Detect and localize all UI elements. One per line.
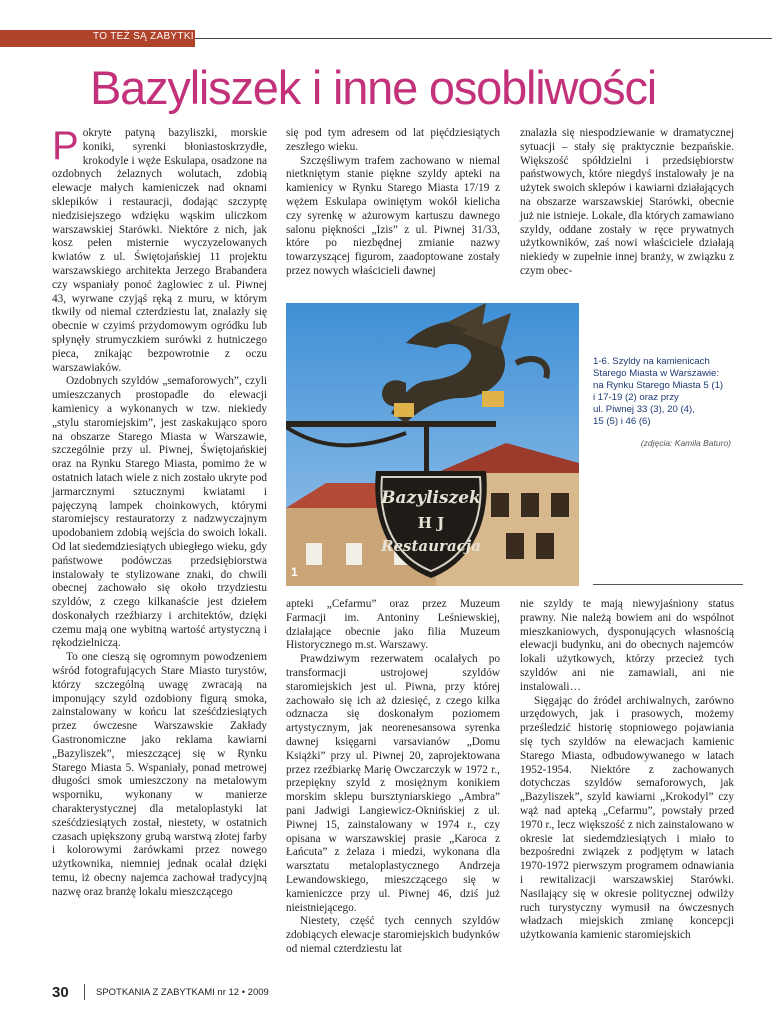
caption-line: i 17-19 (2) oraz przy	[593, 392, 679, 403]
paragraph: Prawdziwym rezerwatem ocalałych po transformacji ustrojowej szyldów staromiejskich jest ul. Piwna, przy której zachowało się ich aż dziesięć, z czego kilka odznacza się doskonałym poziomem artystycznym, jak neorenesansowa syrenka dawnej księgarni varsavianów „Domu Książki” przy ul. Piwnej 20, zaprojektowana przez rzeźbiarkę Marię Owczarczyk w 1972 r., przepiękny szyld z mosiężnym konikiem morskim sklepu bursztyniarskiego „Ambra” pani Jadwigi Langiewicz-Oknińskiej z ul. Piwnej 15, zainstalowany w 1974 r., czy opisana w warszawskiej prasie „Karoca z Łańcuta” z żelaza i miedzi, wykonana dla warsztatu metaloplastycznego Andrzeja Lewandowskiego, mieszczącego się w kamieniczce przy ul. Piwnej 46, dziś już nieistniejącego.	[286, 653, 500, 914]
section-label: TO TEŻ SĄ ZABYTKI	[93, 31, 194, 42]
column-1	[52, 124, 267, 900]
paragraph: Niestety, część tych cennych szyldów zdobiących elewacje staromiejskich budynków od niemal czterdziestu lat	[286, 915, 500, 955]
paragraph: znalazła się niespodziewanie w dramatycznej sytuacji – stały się praktycznie bezpańskie. Większość spółdzielni i przedsiębiorstw państwowych, które niegdyś instalowały je na użytek swoich sklepów i kawiarni działających na obszarze warszawskiej Starówki, obecnie już nie istnieje. Lokale, dla których zamawiano szyldy, oddane zostały w ręce prywatnych użytkowników, zaś nowi właściciele działają niekiedy w zupełnie innej branży, w związku z czym obec-	[520, 127, 734, 277]
paragraph: Pokryte patyną bazyliszki, morskie koniki, syrenki błoniastoskrzydłe, krokodyle i węże Eskulapa, osadzone na ozdobnych żelaznych wolutach, zdobią elewacje małych kamieniczek nad oknami sklepików i restauracji, dodając szczyptę niedzisiejszego wdzięku wąskim uliczkom warszawskiej Starówki. Niektóre z nich, jak kosz pełen misternie wyczyzelowanych kwiatów z ul. Świętojańskiej 11 projektu warszawskiego architekta Jerzego Brabandera czy wspaniały ponoć żaglowiec z ul. Piwnej 43, wyrwane czyjąś ręką z muru, w którym tkwiły od niemal czterdziestu lat, znalazły się obecnie w czyimś przydomowym ogródku lub spłynęły strumyczkiem surówki z hutniczego pieca, znikając bezpowrotnie z oczu warszawiaków.	[52, 124, 267, 374]
paragraph: Sięgając do źródeł archiwalnych, zarówno urzędowych, jak i prasowych, możemy prześledzić historię stopniowego pojawiania się tych szyldów na elewacjach kamienic Starego Miasta, odbudowywanego w latach 1952-1954. Niektóre z zachowanych dotychczas szyldów semaforowych, jak „Bazyliszek”, szyld kawiarni „Krokodyl” czy wąż nad apteką „Cefarmu”, powstały przed 1970 r., lecz większość z nich zainstalowano w okresie lat siedemdziesiątych i miało to bezpośredni związek z podjętym w latach 1970-1972 pierwszym programem odnawiania i rewitalizacji warszawskiej Starówki. Nasilający się w okresie politycznej odwilży ruch turystyczny wymusił na ówczesnych władzach miejskich zmianę koncepcji użytkowania kamienic staromiejskich	[520, 694, 734, 942]
column-3-top	[520, 127, 734, 279]
sign-text-line3: Restauracja	[381, 537, 481, 555]
paragraph: apteki „Cefarmu” oraz przez Muzeum Farmacji im. Antoniny Leśniewskiej, działające obecnie jako filia Muzeum Historycznego m.st. Warszawy.	[286, 598, 500, 652]
page-number: 30	[52, 984, 69, 1001]
sign-text-line2: H J	[417, 514, 445, 532]
column-3-bottom	[520, 598, 734, 943]
column-2-top	[286, 127, 500, 279]
section-rule	[195, 38, 772, 39]
photo-number: 1	[291, 565, 298, 579]
caption-line: na Rynku Starego Miasta 5 (1)	[593, 380, 724, 391]
photo-credit: (zdjęcia: Kamila Baturo)	[640, 438, 731, 448]
photo-bazyliszek-sign	[286, 303, 579, 586]
caption-line: Starego Miasta w Warszawie:	[593, 368, 720, 379]
drop-cap: P	[52, 124, 79, 168]
paragraph: nie szyldy te mają niewyjaśniony status prawny. Nie należą bowiem ani do wspólnot mieszkaniowych, dysponujących własnością elewacji budynku, ani do obecnych najemców lokali użytkowych, którzy przecież tych szyldów ani nie zamawiali, ani nie instalowali…	[520, 598, 734, 693]
article-title: Bazyliszek i inne osobliwości	[90, 61, 657, 114]
caption-rule	[593, 584, 743, 585]
paragraph: się pod tym adresem od lat pięćdziesiątych zeszłego wieku.	[286, 127, 500, 153]
paragraph: Ozdobnych szyldów „semaforowych”, czyli umieszczanych prostopadle do elewacji kamienicy a wykonanych w tzw. niekiedy „stylu staromiejskim”, jest zaskakująco sporo na obszarze Starego Miasta w Warszawie, szczególnie przy ul. Piwnej, Świętojańskiej oraz na Rynku Starego Miasta, pomimo że w ostatnich latach wiele z nich zostało ukryte pod jarmarcznymi sztucznymi kwiatami i pajęczyną lampek choinkowych, którymi staromiejscy restauratorzy z nadzwyczajnym upodobaniem zdobią wejścia do swoich lokali. Od lat siedemdziesiątych ubiegłego wieku, gdy państwowe podówczas przedsiębiorstwa instalowały te stylizowane znaki, do chwili obecnej zachowało się około trzydziestu szyldów, z czego kilkanaście jest dziełem doskonałych rzeźbiarzy i architektów, dzięki czemu mają one wybitną wartość artystyczną i rękodzielniczą.	[52, 375, 267, 650]
caption-line: 1-6. Szyldy na kamienicach	[593, 356, 710, 367]
paragraph: Szczęśliwym trafem zachowano w niemal nietkniętym stanie piękne szyldy apteki na kamienicy w Rynku Starego Miasta 17/19 z wężem Eskulapa owiniętym wokół kielicha czy syrenkę w ażurowym kartuszu dawnego salonu piękności „Izis” z ul. Piwnej 31/33, które po niezbędnej zmianie nazwy towarzyszącej figurom, zaadoptowane zostały przez nowych właścicieli dawnej	[286, 154, 500, 277]
paragraph: To one cieszą się ogromnym powodzeniem wśród fotografujących Stare Miasto turystów, którzy szczególną uwagę zwracają na imponujący szyld ozdobiony figurą smoka, zainstalowany w końcu lat sześćdziesiątych przez ówczesne Warszawskie Zakłady Gastronomiczne jako reklama kawiarni „Bazyliszek”, mieszczącej się w Rynku Starego Miasta 5. Wspaniały, ponad metrowej długości smok umieszczony na metalowym wsporniku, wykonany w manierze charakterystycznej dla metaloplastyki lat sześćdziesiątych został, niestety, w ostatnich czasach upiększony grubą warstwą złotej farby i kolorowymi żarówkami przez nowego użytkownika, niemniej jednak ocalał dzięki temu, iż obecny najemca zachował tradycyjną nazwę oraz branżę lokalu mieszczącego	[52, 651, 267, 898]
photo-caption	[593, 356, 743, 428]
sign-text-line1: Bazyliszek	[381, 488, 481, 508]
column-2-bottom	[286, 598, 500, 957]
publication-name: SPOTKANIA Z ZABYTKAMI nr 12 • 2009	[96, 987, 269, 998]
caption-line: 15 (5) i 46 (6)	[593, 416, 651, 427]
caption-line: ul. Piwnej 33 (3), 20 (4),	[593, 404, 695, 415]
footer-divider	[84, 984, 85, 1000]
